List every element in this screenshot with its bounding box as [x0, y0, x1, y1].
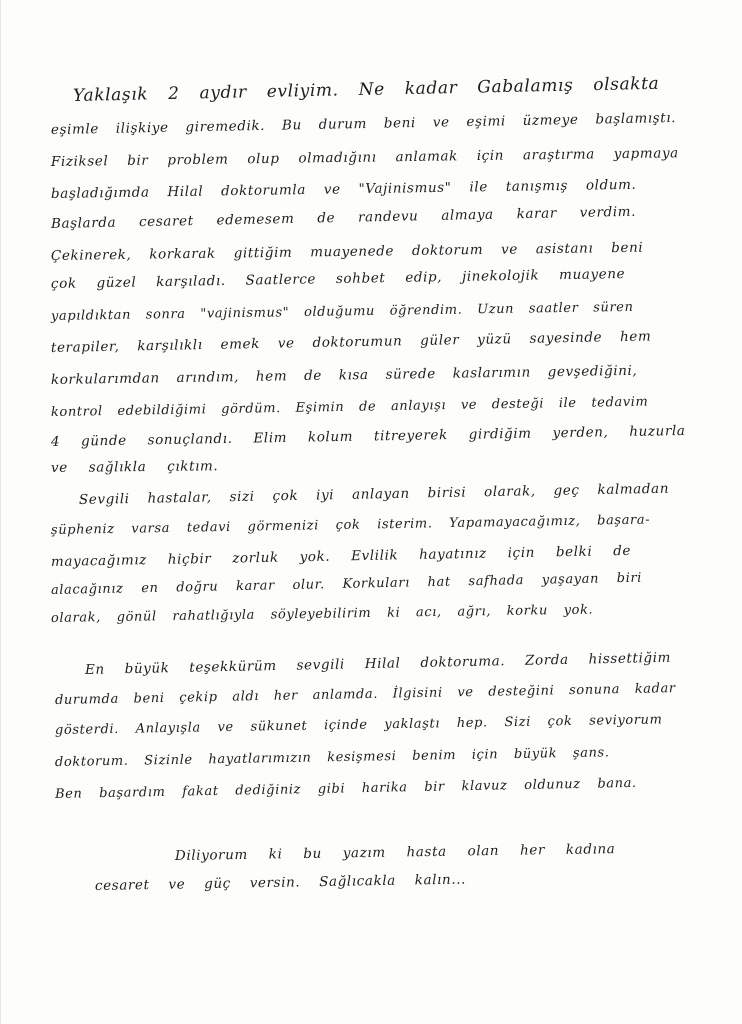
letter-line: Diliyorum ki bu yazım hasta olan her kadına	[174, 841, 616, 864]
letter-line: şüpheniz varsa tedavi görmenizi çok isterim. Yapamayacağımız, başara-	[50, 512, 651, 538]
letter-line: başladığımda Hilal doktorumla ve "Vajinismus" ile tanışmış oldum.	[50, 176, 637, 202]
letter-line: gösterdi. Anlayışla ve sükunet içinde yaklaştı hep. Sizi çok seviyorum	[54, 712, 663, 738]
letter-line: çok güzel karşıladı. Saatlerce sohbet edip, jinekolojik muayene	[50, 265, 626, 292]
letter-line: Çekinerek, korkarak gittiğim muayenede doktorum ve asistanı beni	[50, 239, 644, 264]
letter-line: doktorum. Sizinle hayatlarımızın kesişmesi benim için büyük şans.	[54, 745, 610, 770]
letter-line: Sevgili hastalar, sizi çok iyi anlayan birisi olarak, geç kalmadan	[78, 480, 670, 508]
letter-line: kontrol edebildiğimi gördüm. Eşimin de anlayışı ve desteği ile tedavim	[50, 394, 649, 420]
letter-line: mayacağımız hiçbir zorluk yok. Evlilik hayatınız için belki de	[50, 542, 632, 570]
letter-line: durumda beni çekip aldı her anlamda. İlgisini ve desteğini sonuna kadar	[54, 681, 676, 708]
letter-line: Fiziksel bir problem olup olmadığını anlamak için araştırma yapmaya	[50, 145, 679, 170]
letter-line: Ben başardım fakat dediğiniz gibi harika bir klavuz oldunuz bana.	[54, 775, 637, 802]
letter-line: alacağınız en doğru karar olur. Korkuları hat safhada yaşayan biri	[50, 570, 643, 598]
letter-line: yapıldıktan sonra "vajinismus" olduğumu öğrendim. Uzun saatler süren	[50, 299, 634, 324]
letter-line: eşimle ilişkiye giremedik. Bu durum beni ve eşimi üzmeye başlamıştı.	[50, 109, 677, 138]
letter-line: korkularımdan arındım, hem de kısa sürede kaslarımın gevşediğini,	[50, 362, 638, 388]
letter-line: 4 günde sonuçlandı. Elim kolum titreyerek girdiğim yerden, huzurla	[50, 422, 686, 450]
letter-line: Yaklaşık 2 aydır evliyim. Ne kadar Gabalamış olsakta	[72, 73, 660, 106]
letter-line: Başlarda cesaret edemesem de randevu almaya karar verdim.	[50, 203, 637, 232]
letter-line: olarak, gönül rahatlığıyla söyleyebilirim ki acı, ağrı, korku yok.	[50, 602, 594, 626]
letter-line: terapiler, karşılıklı emek ve doktorumun güler yüzü sayesinde hem	[50, 328, 652, 356]
handwritten-letter	[1, 0, 742, 1024]
letter-line: ve sağlıkla çıktım.	[50, 458, 219, 476]
letter-line: cesaret ve güç versin. Sağlıcakla kalın...	[94, 871, 467, 894]
letter-line: En büyük teşekkürüm sevgili Hilal doktoruma. Zorda hissettiğim	[84, 649, 672, 678]
